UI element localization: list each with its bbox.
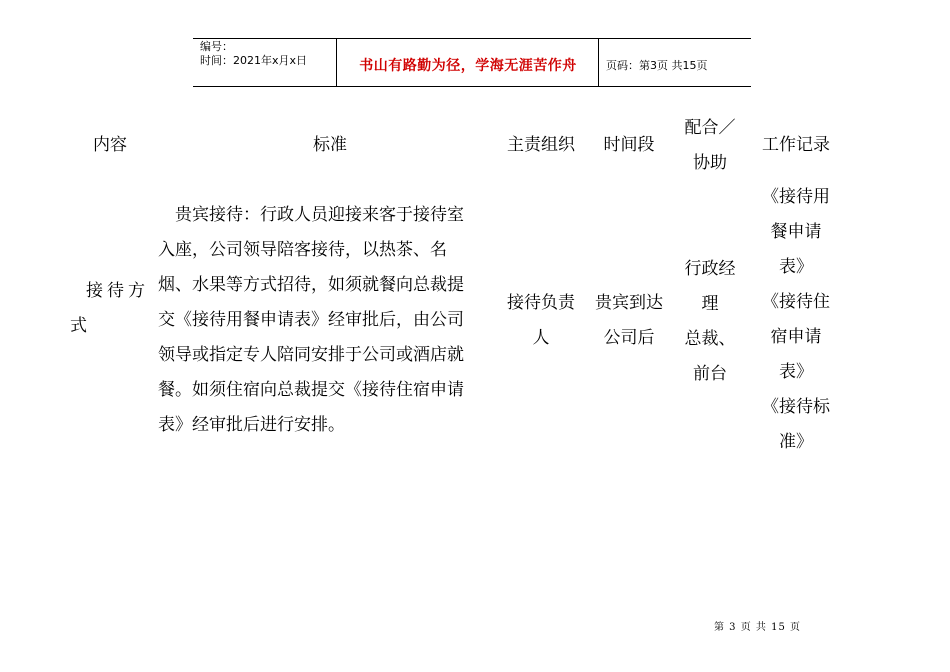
record-text-line: 餐申请 <box>770 222 822 242</box>
standard-text-line: 交《接待用餐申请表》经审批后，由公司 <box>158 310 464 330</box>
responsible-text-line: 接待负责 <box>507 293 575 313</box>
timing-text-line: 公司后 <box>603 328 655 348</box>
assist-text-line: 理 <box>701 294 719 314</box>
col-header-responsible: 主责组织 <box>507 135 575 155</box>
assist-text-line: 前台 <box>693 364 727 384</box>
col-header-content: 内容 <box>93 135 127 155</box>
record-text-line: 表》 <box>779 362 813 382</box>
cell-assist <box>676 252 744 392</box>
header-bottom-rule <box>193 86 751 87</box>
doc-number-label: 编号： <box>200 40 233 53</box>
col-header-standard: 标准 <box>313 135 347 155</box>
record-text-line: 《接待用 <box>762 187 830 207</box>
assist-text-line: 总裁、 <box>684 329 736 349</box>
header-top-rule <box>193 38 751 39</box>
header-divider-left <box>336 38 337 86</box>
cell-timing <box>590 286 668 356</box>
cell-responsible <box>500 286 582 356</box>
timing-text-line: 贵宾到达 <box>595 293 663 313</box>
standard-text-line: 贵宾接待：行政人员迎接来客于接待室 <box>158 205 464 225</box>
standard-text-line: 领导或指定专人陪同安排于公司或酒店就 <box>158 345 464 365</box>
standard-text-line: 表》经审批后进行安排。 <box>158 415 345 435</box>
cell-content-line: 式 <box>70 316 87 336</box>
cell-content-line: 接待方 <box>86 281 149 301</box>
cell-standard <box>158 198 498 443</box>
col-header-timing: 时间段 <box>603 135 655 155</box>
responsible-text-line: 人 <box>532 328 550 348</box>
cell-work-record <box>755 180 837 460</box>
col-header-assist-line1: 配合／ <box>684 118 736 138</box>
header-page-info: 页码：第3页 共15页 <box>606 59 708 72</box>
record-text-line: 《接待标 <box>762 397 830 417</box>
record-text-line: 准》 <box>779 432 813 452</box>
standard-text-line: 烟、水果等方式招待，如须就餐向总裁提 <box>158 275 464 295</box>
header-meta <box>200 40 307 68</box>
standard-text-line: 餐。如须住宿向总裁提交《接待住宿申请 <box>158 380 464 400</box>
header-motto: 书山有路勤为径，学海无涯苦作舟 <box>359 58 577 74</box>
col-header-assist-line2: 协助 <box>693 153 727 173</box>
assist-text-line: 行政经 <box>684 259 736 279</box>
record-text-line: 表》 <box>779 257 813 277</box>
standard-text-line: 入座，公司领导陪客接待，以热茶、名 <box>158 240 447 260</box>
header-divider-right <box>598 38 599 86</box>
record-text-line: 《接待住 <box>762 292 830 312</box>
doc-time-label: 时间：2021年x月x日 <box>200 54 308 67</box>
cell-content <box>70 274 155 344</box>
record-text-line: 宿申请 <box>770 327 822 347</box>
page-footer: 第 3 页 共 15 页 <box>714 622 801 633</box>
col-header-record: 工作记录 <box>762 135 830 155</box>
